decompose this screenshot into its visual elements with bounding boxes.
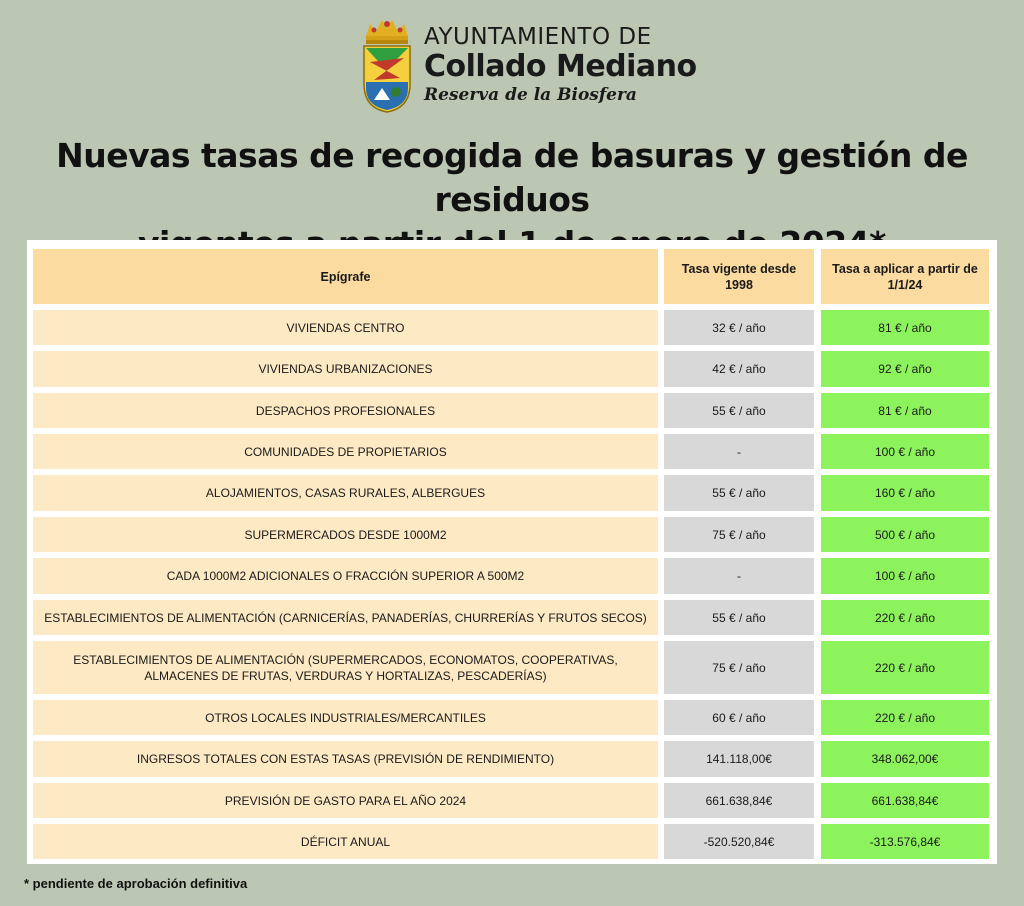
new-rate-cell: 220 € / año xyxy=(821,700,989,735)
column-header-new-rate: Tasa a aplicar a partir de 1/1/24 xyxy=(821,249,989,304)
coat-of-arms-logo xyxy=(360,18,414,114)
footnote: * pendiente de aprobación definitiva xyxy=(24,876,248,891)
brand-line-municipality: Collado Mediano xyxy=(424,49,697,84)
old-rate-cell: 60 € / año xyxy=(664,700,814,735)
page-title-line-1: Nuevas tasas de recogida de basuras y gestión de residuos xyxy=(56,136,968,219)
row-label: VIVIENDAS URBANIZACIONES xyxy=(33,351,658,387)
table-row xyxy=(33,310,989,345)
row-label: COMUNIDADES DE PROPIETARIOS xyxy=(33,434,658,469)
new-rate-cell: 81 € / año xyxy=(821,393,989,428)
table-row xyxy=(33,700,989,735)
row-label: ALOJAMIENTOS, CASAS RURALES, ALBERGUES xyxy=(33,475,658,511)
new-rate-cell: 348.062,00€ xyxy=(821,741,989,777)
new-rate-cell: 100 € / año xyxy=(821,558,989,594)
brand-line-ayuntamiento: AYUNTAMIENTO DE xyxy=(424,24,652,50)
new-rate-cell: 160 € / año xyxy=(821,475,989,511)
table-row xyxy=(33,558,989,594)
row-label: INGRESOS TOTALES CON ESTAS TASAS (PREVISIÓN DE RENDIMIENTO) xyxy=(33,741,658,777)
table-row-expense-forecast xyxy=(33,783,989,818)
row-label: OTROS LOCALES INDUSTRIALES/MERCANTILES xyxy=(33,700,658,735)
new-rate-cell: 100 € / año xyxy=(821,434,989,469)
old-rate-cell: 32 € / año xyxy=(664,310,814,345)
table-row-total-income xyxy=(33,741,989,777)
table-row xyxy=(33,434,989,469)
table-row xyxy=(33,393,989,428)
column-header-epigrafe: Epígrafe xyxy=(33,249,658,304)
row-label: DÉFICIT ANUAL xyxy=(33,824,658,859)
table-row-annual-deficit xyxy=(33,824,989,859)
old-rate-cell: 55 € / año xyxy=(664,475,814,511)
table-row xyxy=(33,351,989,387)
table-row xyxy=(33,600,989,635)
row-label: PREVISIÓN DE GASTO PARA EL AÑO 2024 xyxy=(33,783,658,818)
new-rate-cell: 220 € / año xyxy=(821,641,989,694)
new-rate-cell: 500 € / año xyxy=(821,517,989,552)
old-rate-cell: 141.118,00€ xyxy=(664,741,814,777)
row-label: DESPACHOS PROFESIONALES xyxy=(33,393,658,428)
table-row xyxy=(33,641,989,694)
old-rate-cell: 55 € / año xyxy=(664,600,814,635)
table-header-row xyxy=(33,249,989,304)
old-rate-cell: - xyxy=(664,558,814,594)
column-header-old-rate: Tasa vigente desde 1998 xyxy=(664,249,814,304)
rates-table-panel xyxy=(27,240,997,864)
old-rate-cell: 55 € / año xyxy=(664,393,814,428)
row-label: ESTABLECIMIENTOS DE ALIMENTACIÓN (CARNICERÍAS, PANADERÍAS, CHURRERÍAS Y FRUTOS SECOS) xyxy=(33,600,658,635)
brand-line-tagline: Reserva de la Biosfera xyxy=(424,85,637,105)
row-label: SUPERMERCADOS DESDE 1000M2 xyxy=(33,517,658,552)
row-label: VIVIENDAS CENTRO xyxy=(33,310,658,345)
old-rate-cell: - xyxy=(664,434,814,469)
new-rate-cell: 661.638,84€ xyxy=(821,783,989,818)
header xyxy=(0,10,1024,120)
old-rate-cell: 661.638,84€ xyxy=(664,783,814,818)
old-rate-cell: 75 € / año xyxy=(664,517,814,552)
old-rate-cell: 42 € / año xyxy=(664,351,814,387)
row-label: CADA 1000M2 ADICIONALES O FRACCIÓN SUPERIOR A 500M2 xyxy=(33,558,658,594)
new-rate-cell: -313.576,84€ xyxy=(821,824,989,859)
table-row xyxy=(33,517,989,552)
new-rate-cell: 81 € / año xyxy=(821,310,989,345)
row-label: ESTABLECIMIENTOS DE ALIMENTACIÓN (SUPERMERCADOS, ECONOMATOS, COOPERATIVAS, ALMACENES DE FRUTAS, VERDURAS Y HORTALIZAS, PESCADERÍAS) xyxy=(33,641,658,694)
old-rate-cell: -520.520,84€ xyxy=(664,824,814,859)
table-row xyxy=(33,475,989,511)
new-rate-cell: 220 € / año xyxy=(821,600,989,635)
new-rate-cell: 92 € / año xyxy=(821,351,989,387)
old-rate-cell: 75 € / año xyxy=(664,641,814,694)
